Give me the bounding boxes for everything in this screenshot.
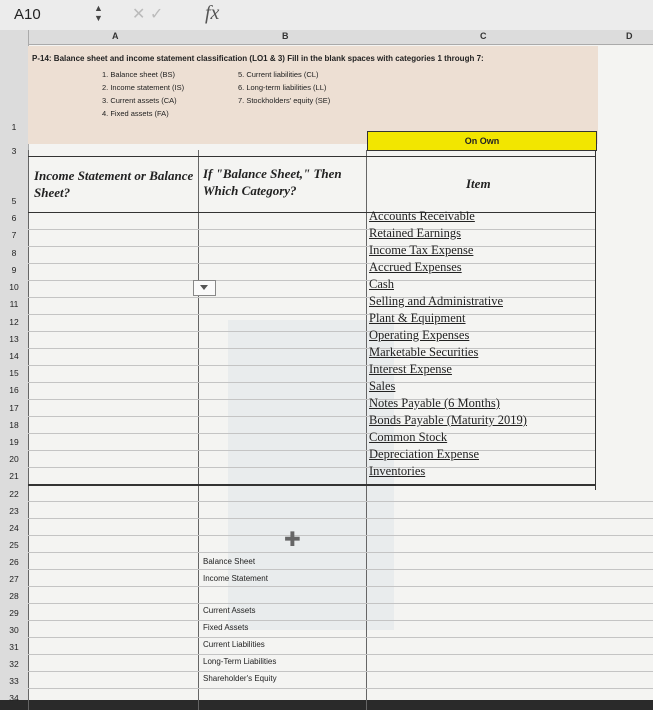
name-box[interactable]: A10 [14,6,41,23]
item-cell[interactable]: Notes Payable (6 Months) [369,396,500,410]
spreadsheet [0,30,653,703]
row-number[interactable]: 21 [9,471,19,481]
grid-line [28,382,595,383]
item-cell[interactable]: Inventories [369,464,426,478]
column-headers [28,30,653,45]
row-number[interactable]: 25 [9,540,19,550]
header-col-b[interactable]: If "Balance Sheet," Then Which Category? [203,166,342,198]
row-number[interactable]: 17 [9,403,19,413]
instructions-title: P-14: Balance sheet and income statement classification (LO1 & 3) Fill in the blank spaces with categories 1 through 7: [32,54,484,63]
row-number[interactable]: 11 [9,299,19,309]
grid-line [28,212,595,213]
row-number[interactable]: 34 [9,693,19,703]
column-header-a[interactable]: A [112,31,119,41]
grid-line [28,331,595,332]
column-header-d[interactable]: D [626,31,633,41]
grid-line [28,501,653,502]
header-col-a[interactable]: Income Statement or Balance Sheet? [34,168,194,200]
row-headers [0,30,29,703]
item-cell[interactable]: Plant & Equipment [369,311,466,325]
row-number[interactable]: 14 [9,351,19,361]
item-cell[interactable]: Income Tax Expense [369,243,474,257]
list-value: Fixed Assets [203,623,249,632]
data-grid [28,150,653,710]
on-own-label[interactable]: On Own [367,131,597,151]
item-cell[interactable]: Operating Expenses [369,328,470,342]
row-number[interactable]: 19 [9,437,19,447]
grid-line [28,229,595,230]
list-value: Shareholder's Equity [203,674,277,683]
row-number[interactable]: 8 [11,248,17,258]
item-cell[interactable]: Marketable Securities [369,345,479,359]
grid-line [28,263,595,264]
option-item: 3. Current assets (CA) [102,96,177,105]
row-number[interactable]: 22 [9,489,19,499]
row-number[interactable]: 13 [9,334,19,344]
grid-line [28,671,653,672]
list-value: Current Liabilities [203,640,265,649]
dropdown-arrow-button[interactable] [193,280,216,296]
option-item: 1. Balance sheet (BS) [102,70,175,79]
row-number[interactable]: 26 [9,557,19,567]
row-number[interactable]: 24 [9,523,19,533]
row-number[interactable]: 23 [9,506,19,516]
grid-line [28,552,653,553]
option-item: 2. Income statement (IS) [102,83,185,92]
row-number[interactable]: 18 [9,420,19,430]
row-number[interactable]: 5 [11,196,17,206]
item-cell[interactable]: Accrued Expenses [369,260,462,274]
grid-line [28,399,595,400]
row-number[interactable]: 32 [9,659,19,669]
row-number[interactable]: 10 [9,282,19,292]
grid-line [28,280,595,281]
grid-line [28,246,595,247]
list-value: Income Statement [203,574,268,583]
item-cell[interactable]: Retained Earnings [369,226,461,240]
row-number[interactable]: 3 [11,146,17,156]
fx-icon[interactable]: fx [205,2,220,24]
column-header-b[interactable]: B [282,31,289,41]
row-number[interactable]: 15 [9,368,19,378]
option-item: 6. Long-term liabilities (LL) [238,83,327,92]
grid-line [28,688,653,689]
grid-line [28,450,595,451]
instructions-block [28,46,598,144]
formula-bar [0,0,653,31]
row-number[interactable]: 9 [11,265,17,275]
option-item: 5. Current liabilities (CL) [238,70,319,79]
option-item: 7. Stockholders' equity (SE) [238,96,331,105]
grid-line [28,297,595,298]
cell-cursor-icon: ✚ [284,529,301,551]
row-number[interactable]: 29 [9,608,19,618]
item-cell[interactable]: Common Stock [369,430,448,444]
cancel-confirm-icons[interactable]: ✕ ✓ [132,6,164,23]
name-box-stepper-icon[interactable]: ▲ ▼ [94,3,103,23]
grid-line [28,156,595,157]
list-value: Current Assets [203,606,256,615]
list-value: Long-Term Liabilities [203,657,277,666]
column-header-c[interactable]: C [480,31,487,41]
row-number[interactable]: 28 [9,591,19,601]
grid-line [28,150,29,710]
option-item: 4. Fixed assets (FA) [102,109,169,118]
row-number[interactable]: 30 [9,625,19,635]
grid-line [595,150,596,490]
item-cell[interactable]: Bonds Payable (Maturity 2019) [369,413,527,427]
row-number[interactable]: 6 [11,213,17,223]
item-cell[interactable]: Interest Expense [369,362,452,376]
grid-line [28,654,653,655]
item-cell[interactable]: Selling and Administrative [369,294,504,308]
item-cell[interactable]: Depreciation Expense [369,447,480,461]
row-number[interactable]: 31 [9,642,19,652]
row-number[interactable]: 20 [9,454,19,464]
grid-line [28,569,653,570]
header-col-c[interactable]: Item [466,176,491,191]
grid-line [198,150,199,710]
grid-line [28,365,595,366]
row-number[interactable]: 16 [9,385,19,395]
row-number[interactable]: 12 [9,317,19,327]
row-number[interactable]: 1 [11,122,17,132]
grid-line [28,518,653,519]
row-number[interactable]: 33 [9,676,19,686]
grid-line [28,603,653,604]
list-value: Balance Sheet [203,557,256,566]
grid-line [28,586,653,587]
item-cell[interactable]: Cash [369,277,394,291]
item-cell[interactable]: Sales [369,379,396,393]
grid-line [28,484,595,486]
grid-line [28,467,595,468]
grid-line [366,150,367,710]
grid-line [28,433,595,434]
grid-line [28,620,653,621]
grid-line [28,348,595,349]
item-cell[interactable]: Accounts Receivable [369,209,475,223]
grid-line [28,314,595,315]
grid-line [28,637,653,638]
grid-line [28,535,653,536]
row-number[interactable]: 7 [11,230,17,240]
row-number[interactable]: 27 [9,574,19,584]
